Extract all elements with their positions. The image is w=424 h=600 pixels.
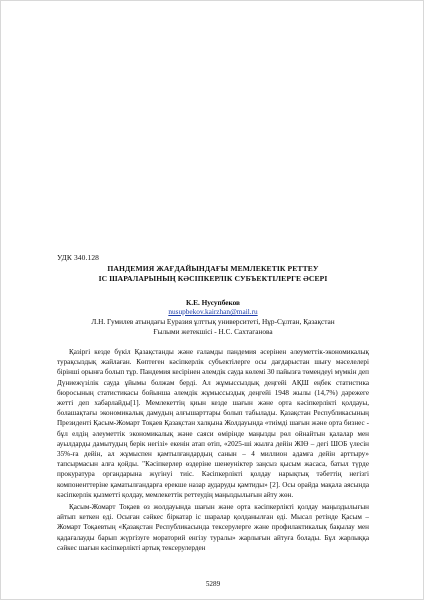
title-line-1: ПАНДЕМИЯ ЖАҒДАЙЫНДАҒЫ МЕМЛЕКЕТІК РЕТТЕУ bbox=[107, 264, 319, 273]
affiliation-block bbox=[57, 317, 369, 337]
supervisor: Ғылыми жетекшісі - Н.С. Сахтаганова bbox=[153, 327, 273, 336]
paragraph-2: Қасым-Жомарт Тоқаев өз жолдауында шағын және орта кәсіпкерлікті қолдау маңыздылығын айтып кеткен еді. Осыған сәйкес біркатар іс шаралар қолданылған еді. Мысал ретінде Қасым – Жомарт Тоқаевтың «Қазақстан Республикасында тексерулерге және профилактикалық бақылау мен қадағалауды барып жүргізуге мораторий енгізу туралы» жарлығын айтуға болады. Бұл жарлыққа сәйкес шағын кәсіпкерлікті артық тексерулерден bbox=[57, 503, 369, 552]
title-line-2: ІС ШАРАЛАРЫНЫҢ КӘСІПКЕРЛІК СУБЪЕКТІЛЕРГЕ ӘСЕРІ bbox=[98, 274, 328, 283]
author-email-link[interactable]: nusupbekov.kairzhan@mail.ru bbox=[168, 307, 258, 316]
author-name: К.Е. Нусупбеков bbox=[185, 298, 241, 307]
paragraph-1: Қазіргі кезде бүкіл Қазақстанды және ғаламды пандемия әсерінен әлеуметтік-экономикалық турақсыздық жайлаған. Көптеген кәсіпкерлік субъектілерге осы дағдарыстан шығу мәселелері бірінші орынға болып тұр. Пандемия кесірінен әлемдік сауда көлемі 30 пайызға төмендеуі мүмкін деп Дүниежүзілік сауда ұйымы болжам берді. Ал жұмыссыздық деңгейі АҚШ еңбек статистика бюросының статистикасы бойынша әлемдік жұмыссыздық деңгейі 1948 жылы (14,7%) дәрежеге жетті деп хабарлайды[1]. Мемлекеттің қиын кезде шағын және орта кәсіпкерлікті қолдауы, болашақтағы экономикалық дамудың алғышарттары болып табылады. Қазақстан Республикасының Президенті Қасым-Жомарт Тоқаев Қазақстан халқына Жолдауында «тиімді шағын және орта бизнес - бұл елдің әлеуметтік экономикалық және саяси өмірінде маңызды рөл ойнайтын қалалар мен ауылдарды дамытудың берік негізі» екенін атап өтіп, «2025-ші жылға дейін ЖІӨ – дегі ШОБ үлесін 35%-ға дейін, ал жұмыспен қамтылғандардың санын – 4 миллион адамға дейін арттыру» тапсырмасын алға қойды. "Кәсіпкерлер өздеріне шенеуніктер заңсыз қысым жасаса, батыл түрде прокуратура органдарына жүгінуі тиіс. Кәсіпкерлікті қолдау нарықтық тәбеттің негізгі компоненттеріне қаматылғандарға ерекше назар аударуды қамтиды» [2]. Осы орайда мақала аясында кәсіпкерлік қызметті қолдау, мемлекеттік реттеудің маңыздылығын айту жөн. bbox=[57, 348, 369, 499]
article-body bbox=[57, 347, 369, 555]
article-title bbox=[57, 264, 369, 284]
affiliation: Л.Н. Гумилев атындағы Еуразия ұлттық университеті, Нұр-Сұлтан, Қазақстан bbox=[91, 317, 335, 326]
page-number: 5289 bbox=[205, 580, 221, 588]
udk-code: УДК 340.128 bbox=[57, 253, 100, 262]
